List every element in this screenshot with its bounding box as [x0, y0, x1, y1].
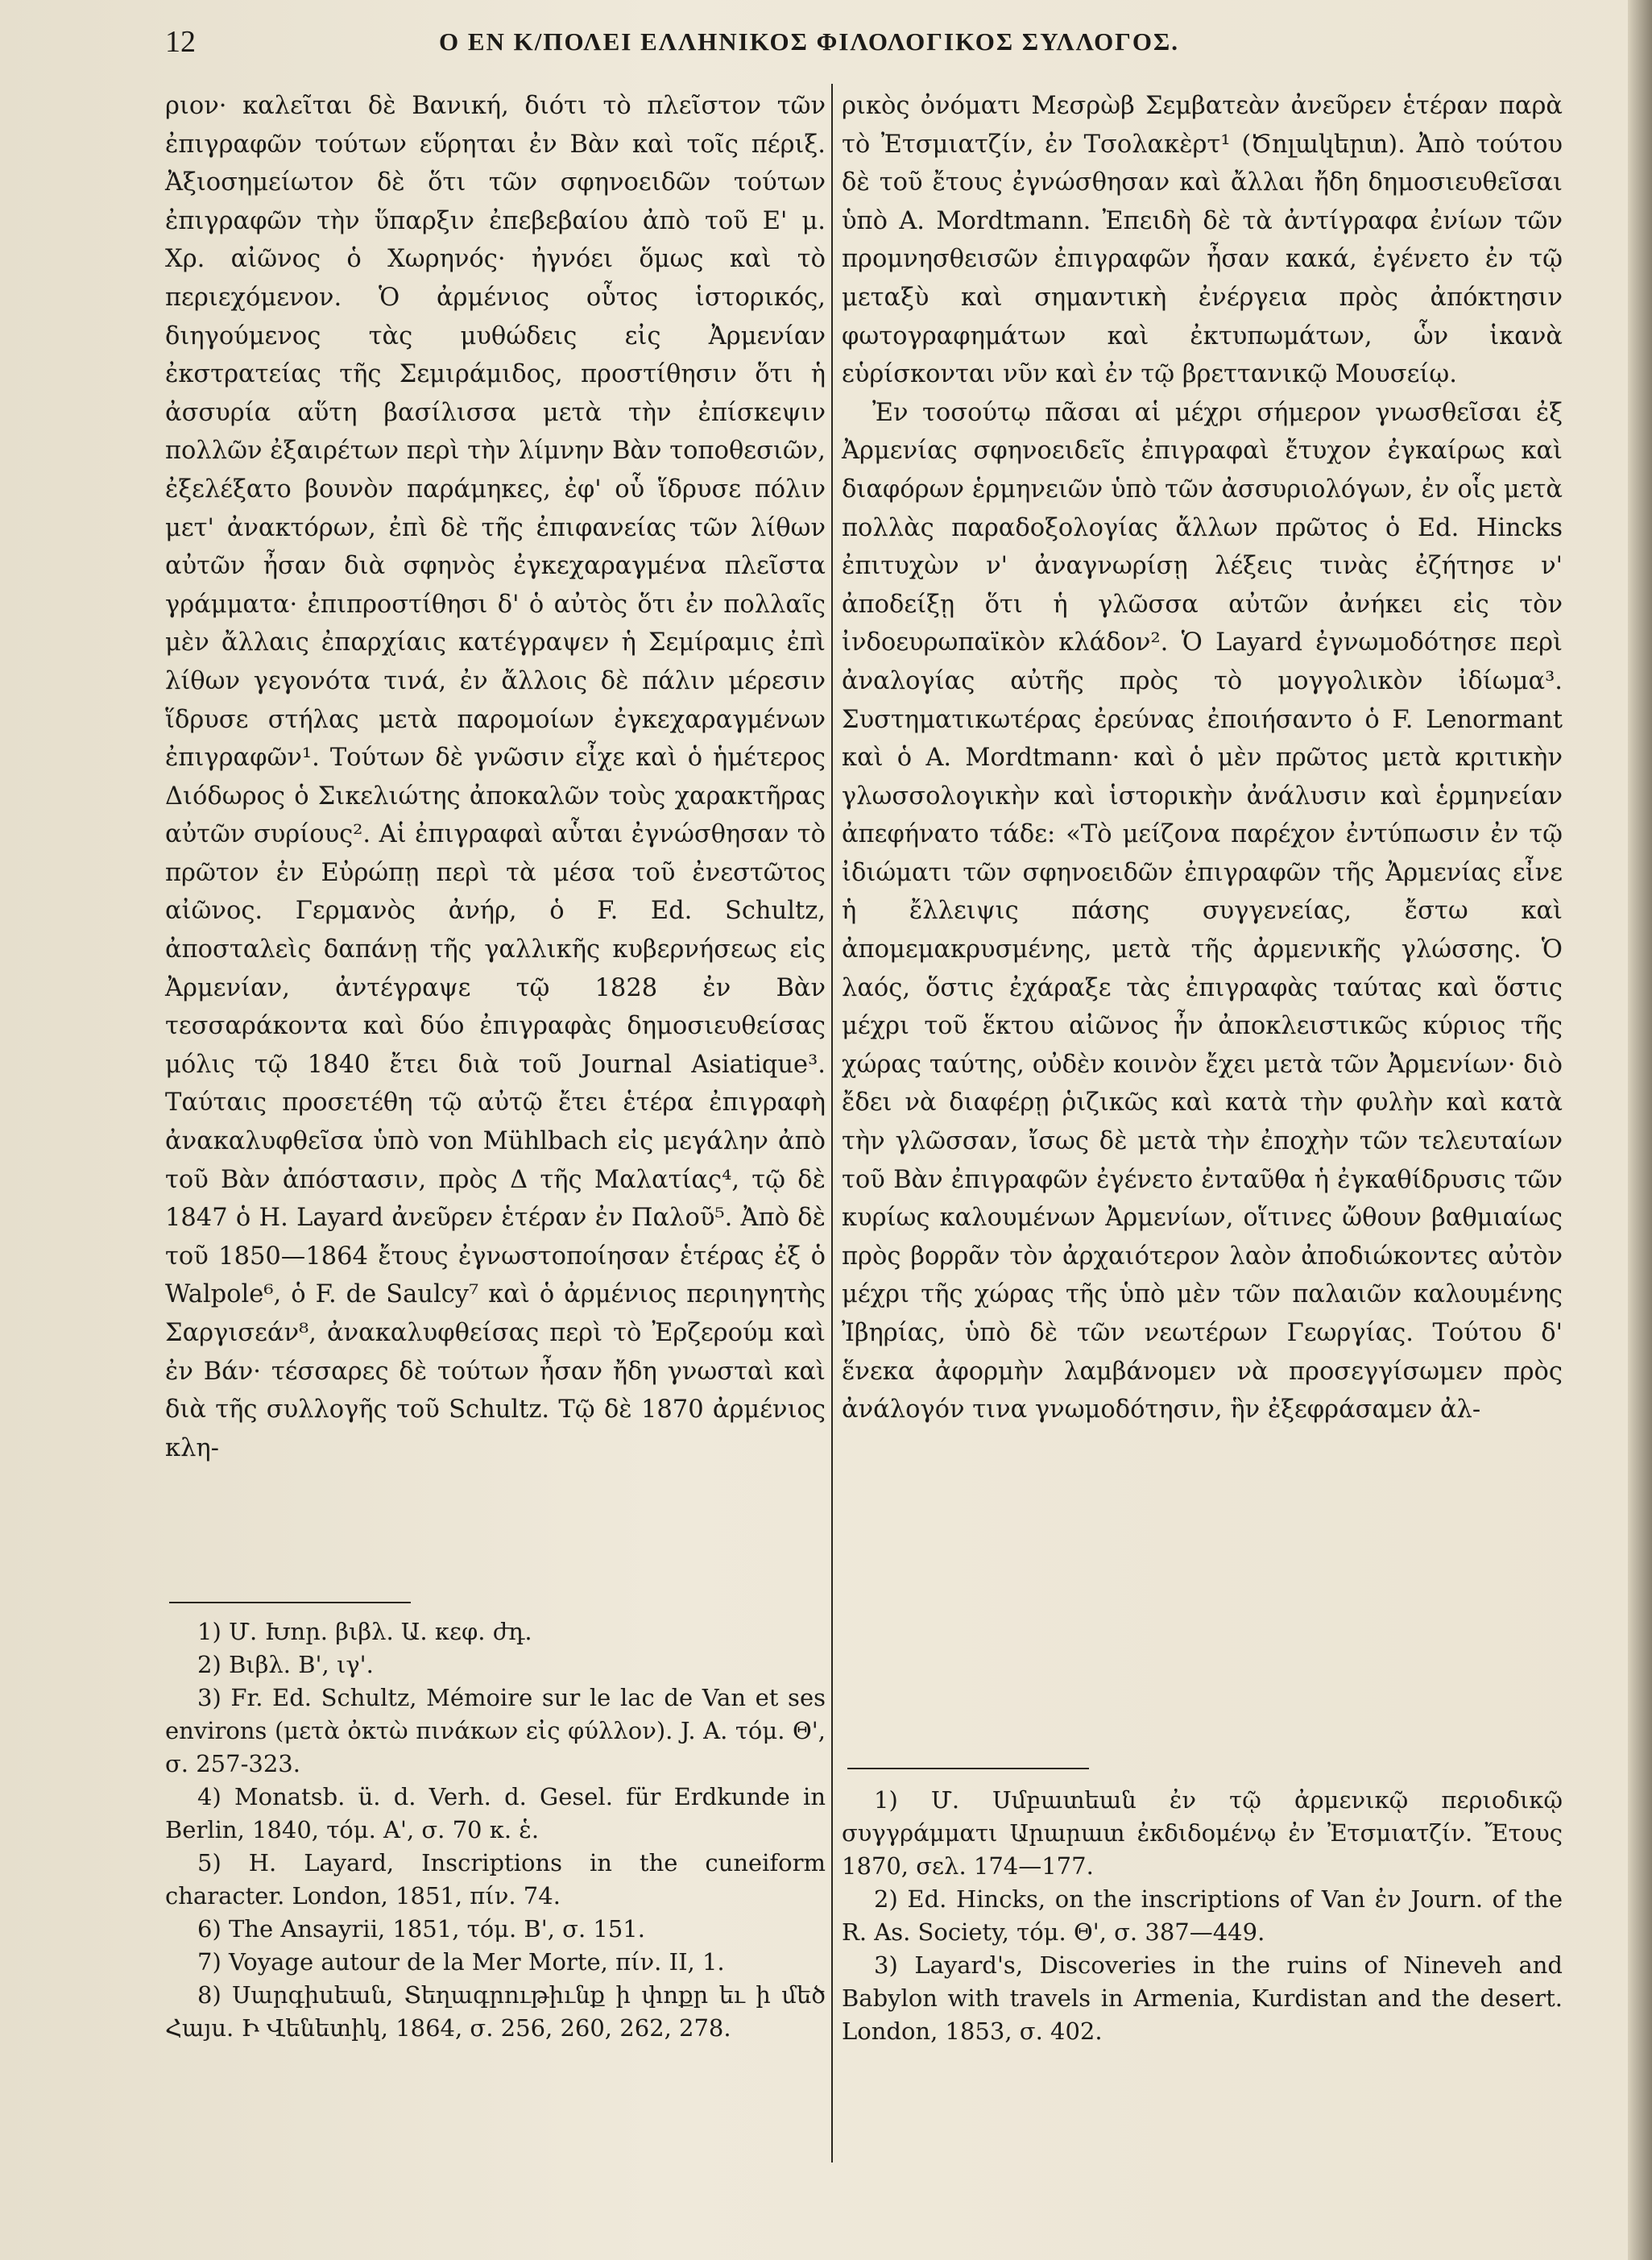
right-footnote-rule: [847, 1768, 1089, 1769]
footnote: 6) The Ansayrii, 1851, τόμ. Β', σ. 151.: [197, 1915, 645, 1943]
footnote: 7) Voyage autour de la Mer Morte, πίν. II, 1.: [197, 1948, 725, 1976]
right-paragraph: Ἐν τοσούτῳ πᾶσαι αἱ μέχρι σήμερον γνωσθεῖσαι ἐξ Ἀρμενίας σφηνοειδεῖς ἐπιγραφαὶ ἔτυχον ἐγκαίρως καὶ διαφόρων ἑρμηνειῶν ὑπὸ τῶν ἀσσυριολόγων, ἐν οἷς μετὰ πολλὰς παραδοξολογίας ἄλλων πρῶτος ὁ Ed. Hincks ἐπιτυχὼν ν' ἀναγνωρίσῃ λέξεις τινὰς ἐζήτησε ν' ἀποδείξῃ ὅτι ἡ γλῶσσα αὐτῶν ἀνήκει εἰς τὸν ἰνδοευρωπαϊκὸν κλάδον². Ὁ Layard ἐγνωμοδότησε περὶ ἀναλογίας αὐτῆς πρὸς τὸ μογγολικὸν ἰδίωμα³. Συστηματικωτέρας ἐρεύνας ἐποιήσαντο ὁ F. Lenormant καὶ ὁ A. Mordtmann· καὶ ὁ μὲν πρῶτος μετὰ κριτικὴν γλωσσολογικὴν καὶ ἱστορικὴν ἀνάλυσιν καὶ ἑρμηνείαν ἀπεφήνατο τάδε: «Τὸ μείζονα παρέχον ἐντύπωσιν ἐν τῷ ἰδιώματι τῶν σφηνοειδῶν ἐπιγραφῶν τῆς Ἀρμενίας εἶνε ἡ ἔλλειψις πάσης συγγενείας, ἔστω καὶ ἀπομεμακρυσμένης, μετὰ τῆς ἀρμενικῆς γλώσσης. Ὁ λαός, ὅστις ἐχάραξε τὰς ἐπιγραφὰς ταύτας καὶ ὅστις μέχρι τοῦ ἕκτου αἰῶνος ἦν ἀποκλειστικῶς κύριος τῆς χώρας ταύτης, οὐδὲν κοινὸν ἔχει μετὰ τῶν Ἀρμενίων· διὸ ἔδει νὰ διαφέρῃ ῥιζικῶς καὶ κατὰ τὴν φυλὴν καὶ κατὰ τὴν γλῶσσαν, ἴσως δὲ μετὰ τὴν ἐποχὴν τῶν τελευταίων τοῦ Βὰν ἐπιγραφῶν ἐγένετο ἐνταῦθα ἡ ἐγκαθίδρυσις τῶν κυρίως καλουμένων Ἀρμενίων, οἵτινες ὤθουν βαθμιαίως πρὸς βορρᾶν τὸν ἀρχαιότερον λαὸν ἀποδιώκοντες αὐτὸν μέχρι τῆς χώρας τῆς ὑπὸ μὲν τῶν παλαιῶν καλουμένης Ἰβηρίας, ὑπὸ δὲ τῶν νεωτέρων Γεωργίας. Τούτου δ' ἕνεκα ἀφορμὴν λαμβάνομεν νὰ προσεγγίσωμεν πρὸς ἀνάλογόν τινα γνωμοδότησιν, ἣν ἐξεφράσαμεν ἀλ-: [842, 398, 1563, 1424]
page-edge-shadow: [1628, 0, 1652, 2260]
column-divider: [831, 84, 833, 2163]
footnote: 3) Fr. Ed. Schultz, Mémoire sur le lac de Van et ses environs (μετὰ ὀκτὼ πινάκων εἰς φύλλον). J. A. τόμ. Θ', σ. 257-323.: [165, 1684, 826, 1777]
right-paragraph: ρικὸς ὀνόματι Μεσρὼβ Σεμβατεὰν ἀνεῦρεν ἑτέραν παρὰ τὸ Ἐτσμιατζίν, ἐν Τσολακὲρτ¹ (Ծոլակերտ). Ἀπὸ τούτου δὲ τοῦ ἔτους ἐγνώσθησαν καὶ ἄλλαι ἤδη δημοσιευθεῖσαι ὑπὸ Α. Mordtmann. Ἐπειδὴ δὲ τὰ ἀντίγραφα ἐνίων τῶν προμνησθεισῶν ἐπιγραφῶν ἦσαν κακά, ἐγένετο ἐν τῷ μεταξὺ καὶ σημαντικὴ ἐνέργεια πρὸς ἀπόκτησιν φωτογραφημάτων καὶ ἐκτυπωμάτων, ὧν ἱκανὰ εὑρίσκονται νῦν καὶ ἐν τῷ βρεττανικῷ Μουσείῳ.: [842, 92, 1563, 389]
left-footnotes: [165, 1615, 826, 2045]
running-title: Ο ΕΝ Κ/ΠΟΛΕΙ ΕΛΛΗΝΙΚΟΣ ΦΙΛΟΛΟΓΙΚΟΣ ΣΥΛΛΟΓΟΣ.: [439, 27, 1180, 56]
footnote: 5) H. Layard, Inscriptions in the cuneiform character. London, 1851, πίν. 74.: [165, 1849, 826, 1910]
right-column: [842, 87, 1563, 1429]
footnote: 8) Սարգիսեան, Տեղագրութիւնք ի փոքր եւ ի մեծ Հայս. Ի Վենետիկ, 1864, σ. 256, 260, 262, 278.: [165, 1981, 826, 2042]
footnote: 2) Ed. Hincks, on the inscriptions of Van ἐν Journ. of the R. As. Society, τόμ. Θ', σ. 387—449.: [842, 1885, 1563, 1946]
left-column: [165, 87, 826, 1467]
footnote: 1) Մ. Խոր. βιβλ. Ա. κεφ. ժդ.: [197, 1618, 532, 1645]
footnote: 1) Մ. Սմբատեան ἐν τῷ ἀρμενικῷ περιοδικῷ συγγράμματι Արարատ ἐκδιδομένῳ ἐν Ἐτσμιατζίν. Ἔτους 1870, σελ. 174—177.: [842, 1786, 1563, 1880]
footnote: 4) Monatsb. ü. d. Verh. d. Gesel. für Erdkunde in Berlin, 1840, τόμ. Α', σ. 70 κ. ἑ.: [165, 1783, 826, 1843]
footnote: 2) Βιβλ. Β', ιγ'.: [197, 1651, 374, 1678]
left-paragraph: ριον· καλεῖται δὲ Βανική, διότι τὸ πλεῖστον τῶν ἐπιγραφῶν τούτων εὕρηται ἐν Βὰν καὶ τοῖς πέριξ. Ἀξιοσημείωτον δὲ ὅτι τῶν σφηνοειδῶν τούτων ἐπιγραφῶν τὴν ὕπαρξιν ἐπεβεβαίου ἀπὸ τοῦ Ε' μ. Χρ. αἰῶνος ὁ Χωρηνός· ἠγνόει ὅμως καὶ τὸ περιεχόμενον. Ὁ ἀρμένιος οὗτος ἱστορικός, διηγούμενος τὰς μυθώδεις εἰς Ἀρμενίαν ἐκστρατείας τῆς Σεμιράμιδος, προστίθησιν ὅτι ἡ ἀσσυρία αὕτη βασίλισσα μετὰ τὴν ἐπίσκεψιν πολλῶν ἐξαιρέτων περὶ τὴν λίμνην Βὰν τοποθεσιῶν, ἐξελέξατο βουνὸν παράμηκες, ἐφ' οὗ ἵδρυσε πόλιν μετ' ἀνακτόρων, ἐπὶ δὲ τῆς ἐπιφανείας τῶν λίθων αὐτῶν ἦσαν διὰ σφηνὸς ἐγκεχαραγμένα πλεῖστα γράμματα· ἐπιπροστίθησι δ' ὁ αὐτὸς ὅτι ἐν πολλαῖς μὲν ἄλλαις ἐπαρχίαις κατέγραψεν ἡ Σεμίραμις ἐπὶ λίθων γεγονότα τινά, ἐν ἄλλοις δὲ πάλιν μέρεσιν ἵδρυσε στήλας μετὰ παρομοίων ἐγκεχαραγμένων ἐπιγραφῶν¹. Τούτων δὲ γνῶσιν εἶχε καὶ ὁ ἡμέτερος Διόδωρος ὁ Σικελιώτης ἀποκαλῶν τοὺς χαρακτῆρας αὐτῶν συρίους². Αἱ ἐπιγραφαὶ αὗται ἐγνώσθησαν τὸ πρῶτον ἐν Εὐρώπῃ περὶ τὰ μέσα τοῦ ἐνεστῶτος αἰῶνος. Γερμανὸς ἀνήρ, ὁ F. Ed. Schultz, ἀποσταλεὶς δαπάνῃ τῆς γαλλικῆς κυβερνήσεως εἰς Ἀρμενίαν, ἀντέγραψε τῷ 1828 ἐν Βὰν τεσσαράκοντα καὶ δύο ἐπιγραφὰς δημοσιευθείσας μόλις τῷ 1840 ἔτει διὰ τοῦ Journal Asiatique³. Ταύταις προσετέθη τῷ αὐτῷ ἔτει ἑτέρα ἐπιγραφὴ ἀνακαλυφθεῖσα ὑπὸ von Mühlbach εἰς μεγάλην ἀπὸ τοῦ Βὰν ἀπόστασιν, πρὸς Δ τῆς Μαλατίας⁴, τῷ δὲ 1847 ὁ H. Layard ἀνεῦρεν ἑτέραν ἐν Παλοῦ⁵. Ἀπὸ δὲ τοῦ 1850—1864 ἔτους ἐγνωστοποίησαν ἑτέρας ἐξ ὁ Walpole⁶, ὁ F. de Saulcy⁷ καὶ ὁ ἀρμένιος περιηγητὴς Σαργισεάν⁸, ἀνακαλυφθείσας περὶ τὸ Ἐρζερούμ καὶ ἐν Βάν· τέσσαρες δὲ τούτων ἦσαν ἤδη γνωσταὶ καὶ διὰ τῆς συλλογῆς τοῦ Schultz. Τῷ δὲ 1870 ἀρμένιος κλη-: [165, 92, 826, 1462]
page-number: 12: [165, 25, 196, 59]
right-footnotes: [842, 1784, 1563, 2048]
left-footnote-rule: [169, 1602, 411, 1603]
footnote: 3) Layard's, Discoveries in the ruins of Nineveh and Babylon with travels in Armenia, Kurdistan and the desert. London, 1853, σ. 402.: [842, 1951, 1563, 2045]
page-header: [0, 15, 1652, 63]
